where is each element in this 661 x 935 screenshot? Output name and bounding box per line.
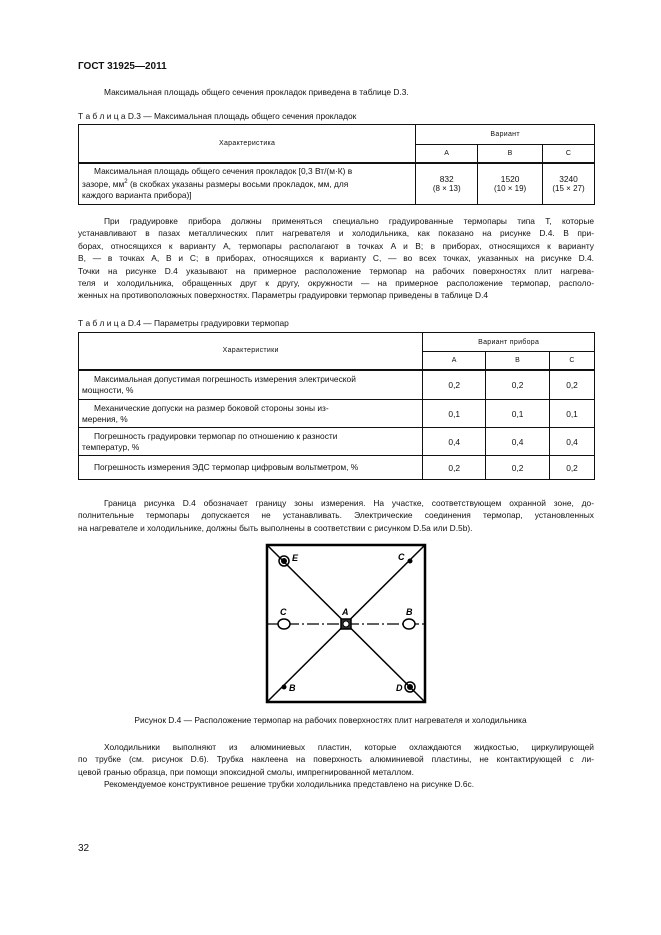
table-d3-col-b: B [478, 145, 543, 163]
table-d3 [78, 124, 595, 205]
row-label [79, 456, 423, 480]
text-line: устанавливают в пазах металлических плит нагревателя и холодильника, как показано на рисунке D.4. В при- [78, 228, 594, 239]
size: (8 × 13) [432, 184, 461, 194]
cell-a: 0,4 [423, 428, 486, 456]
table-d3-cell-a [416, 163, 478, 205]
table-d3-caption: Т а б л и ц а D.3 — Максимальная площадь общего сечения прокладок [78, 111, 357, 121]
table-d3-row-label [79, 163, 416, 205]
row-line: Максимальная допустимая погрешность измерения электрической [94, 373, 356, 384]
figure-d4-diagram [262, 541, 432, 709]
text-line: борах, относящихся к варианту А, термопары располагают в точках A и B; в приборах, относящихся к варианту [78, 240, 594, 251]
row-label [79, 400, 423, 428]
point-a-circle [343, 621, 349, 627]
paragraph-coolers [78, 741, 594, 791]
text-line: Точки на рисунке D.4 указывают на примерное расположение термопар на рабочих поверхностях плит нагрева- [78, 265, 594, 276]
cell-b: 0,2 [486, 456, 550, 480]
row-line: Погрешность градуировки термопар по отношению к разности [94, 430, 338, 441]
text-line: В, — в точках A, B и C; в приборах, относящихся к варианту С, — во всех точках, указанных на рисунке D.4. [78, 253, 594, 264]
cell-c: 0,1 [550, 400, 595, 428]
table-row [79, 428, 595, 456]
table-d3-header-char: Характеристика [79, 125, 416, 163]
intro-text: Максимальная площадь общего сечения прокладок приведена в таблице D.3. [104, 87, 409, 97]
label-d: D [396, 683, 403, 693]
table-d3-header-variant: Вариант [416, 125, 595, 145]
cell-c: 0,2 [550, 370, 595, 400]
label-b-bottom: B [289, 683, 296, 693]
cell-a: 0,2 [423, 370, 486, 400]
table-d4-col-c: C [550, 352, 595, 370]
point-c-circle [278, 619, 290, 629]
value: 832 [439, 174, 454, 185]
label-b-right: B [406, 607, 413, 617]
table-d4-header-char: Характеристики [79, 333, 423, 370]
label-c-top: C [398, 552, 405, 562]
cell-c: 0,4 [550, 428, 595, 456]
text-line: на нагревателе и холодильнике, должны быть выполнены в соответствии с рисунком D.5a или D.5b). [78, 522, 473, 533]
text-line: теля и холодильника, обращенных друг к другу, окружности — на примерное расположение термопар, располо- [78, 278, 594, 289]
row-label [79, 428, 423, 456]
text-line: цевой гранью образца, при помощи эпоксидной смолы, импрегнированной металлом. [78, 766, 414, 777]
row-line: Механические допуски на размер боковой стороны зоны из- [94, 402, 329, 413]
value: 3240 [559, 174, 578, 185]
label-e: E [292, 553, 299, 563]
text-line: женных на противоположных поверхностях. Параметры градуировки термопар приведены в таблице D.4 [78, 290, 489, 301]
row-line: Максимальная площадь общего сечения прокладок [0,3 Вт/(м·К) в [94, 166, 353, 177]
row-line: Погрешность измерения ЭДС термопар цифровым вольтметром, % [94, 462, 359, 472]
cell-a: 0,2 [423, 456, 486, 480]
table-d3-cell-c [543, 163, 595, 205]
superscript: 2 [124, 179, 128, 186]
row-line: температур, % [82, 441, 140, 452]
cell-b: 0,1 [486, 400, 550, 428]
paragraph-calibration [78, 215, 594, 302]
table-d4-header-variant: Вариант прибора [423, 333, 595, 352]
table-d3-col-c: C [543, 145, 595, 163]
cell-b: 0,2 [486, 370, 550, 400]
row-label [79, 370, 423, 400]
label-c-left: C [280, 607, 287, 617]
table-row [79, 163, 595, 205]
row-line: каждого варианта прибора)] [82, 190, 192, 201]
row-line: мерения, % [82, 413, 128, 424]
value: 1520 [500, 174, 520, 185]
size: (10 × 19) [493, 184, 527, 194]
text-line: по трубке (см. рисунок D.6). Трубка наклеена на поверхность алюминиевой пластины, не контактирующей с ли- [78, 754, 594, 765]
cell-b: 0,4 [486, 428, 550, 456]
table-row [79, 370, 595, 400]
row-line: зазоре, мм [82, 179, 125, 190]
row-line: (в скобках указаны размеры восьми прокладок, мм, для [127, 179, 349, 190]
text-line: Холодильники выполняют из алюминиевых пластин, которые охлаждаются жидкостью, циркулирующей [104, 742, 594, 752]
table-d4-col-a: A [423, 352, 486, 370]
figure-caption: Рисунок D.4 — Расположение термопар на рабочих поверхностях плит нагревателя и холодильника [134, 715, 527, 725]
page-number: 32 [78, 843, 90, 854]
point-c-dot [408, 559, 412, 563]
point-b-circle [403, 619, 415, 629]
text-line: полнительные термопары допускается не устанавливать. Электрические соединения термопар, установленных [78, 510, 594, 521]
cell-a: 0,1 [423, 400, 486, 428]
table-row [79, 456, 595, 480]
table-d4-col-b: B [486, 352, 550, 370]
size: (15 × 27) [552, 184, 585, 194]
text-line: При градуировке прибора должны применяться специально градуированные термопары типа T, которые [104, 216, 594, 226]
row-line: мощности, % [82, 384, 134, 395]
document-header: ГОСТ 31925—2011 [78, 61, 167, 72]
text-line: Рекомендуемое конструктивное решение трубки холодильника представлено на рисунке D.6c. [104, 779, 475, 790]
intro-paragraph [78, 86, 594, 98]
table-d4 [78, 332, 595, 480]
table-d4-caption: Т а б л и ц а D.4 — Параметры градуировки термопар [78, 318, 289, 328]
label-a: A [342, 607, 349, 617]
point-b-dot [282, 685, 286, 689]
cell-c: 0,2 [550, 456, 595, 480]
text-line: Граница рисунка D.4 обозначает границу зоны измерения. На участке, соответствующем охранной зоне, до- [104, 498, 594, 508]
paragraph-boundary [78, 497, 594, 534]
table-row [79, 400, 595, 428]
table-d3-cell-b [478, 163, 543, 205]
point-d-dot [408, 685, 413, 690]
table-d3-col-a: A [416, 145, 478, 163]
point-e-dot [282, 559, 287, 564]
